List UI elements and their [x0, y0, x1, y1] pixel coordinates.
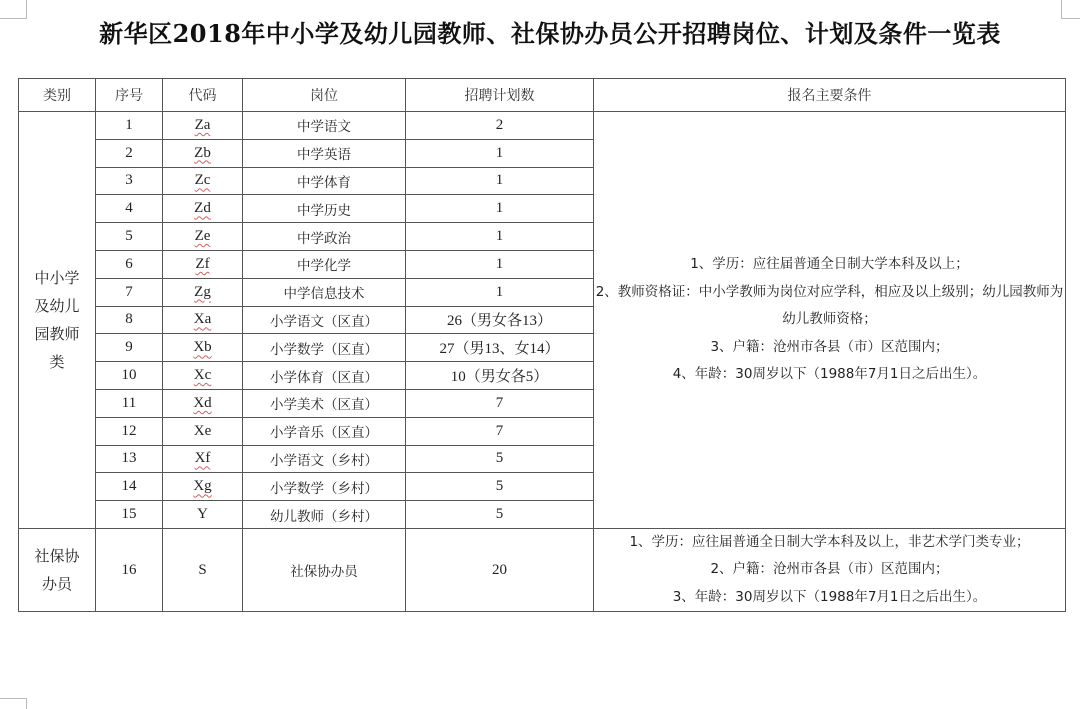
header-count: 招聘计划数	[406, 79, 594, 112]
recruitment-table	[18, 78, 1066, 612]
header-category: 类别	[19, 79, 96, 112]
count-cell: 26（男女各13）	[406, 306, 594, 334]
count-cell: 5	[406, 473, 594, 501]
table-row	[19, 528, 1066, 612]
count-cell: 7	[406, 389, 594, 417]
code-cell	[163, 445, 243, 473]
seq-cell: 7	[96, 278, 163, 306]
count-cell: 5	[406, 445, 594, 473]
code-cell	[163, 167, 243, 195]
count-cell: 20	[406, 528, 594, 612]
code-cell	[163, 250, 243, 278]
seq-cell: 1	[96, 112, 163, 140]
seq-cell: 6	[96, 250, 163, 278]
position-cell: 中学信息技术	[243, 278, 406, 306]
code-cell	[163, 501, 243, 529]
seq-cell: 8	[96, 306, 163, 334]
header-position: 岗位	[243, 79, 406, 112]
code-value: Xe	[193, 422, 212, 439]
position-cell: 中学英语	[243, 139, 406, 167]
header-row	[19, 79, 1066, 112]
code-cell	[163, 389, 243, 417]
category-line: 办员	[41, 575, 72, 594]
position-cell: 小学音乐（区直）	[243, 417, 406, 445]
code-cell	[163, 223, 243, 251]
code-value: Xc	[193, 367, 212, 384]
count-cell: 1	[406, 139, 594, 167]
code-value: Zf	[195, 255, 210, 272]
seq-cell: 3	[96, 167, 163, 195]
seq-cell: 2	[96, 139, 163, 167]
code-cell	[163, 306, 243, 334]
code-value: Xa	[193, 311, 212, 328]
count-cell: 1	[406, 278, 594, 306]
position-cell: 小学语文（区直）	[243, 306, 406, 334]
position-cell: 中学历史	[243, 195, 406, 223]
document-title: 新华区2018年中小学及幼儿园教师、社保协办员公开招聘岗位、计划及条件一览表	[99, 19, 1001, 48]
position-cell: 中学体育	[243, 167, 406, 195]
seq-cell: 11	[96, 389, 163, 417]
position-cell: 小学数学（区直）	[243, 334, 406, 362]
code-value: Ze	[194, 228, 211, 245]
seq-cell: 10	[96, 362, 163, 390]
requirement-item: 2、教师资格证：中小学教师为岗位对应学科，相应及以上级别；幼儿园教师为幼儿教师资格；	[595, 283, 1064, 328]
header-seq: 序号	[96, 79, 163, 112]
position-cell: 中学政治	[243, 223, 406, 251]
requirement-item: 1、学历：应往届普通全日制大学本科及以上，非艺术学门类专业；	[629, 533, 1030, 550]
count-cell: 1	[406, 250, 594, 278]
position-cell: 小学体育（区直）	[243, 362, 406, 390]
seq-cell: 9	[96, 334, 163, 362]
code-value: Zd	[194, 200, 211, 217]
code-cell	[163, 112, 243, 140]
code-value: Zc	[194, 172, 211, 189]
requirements-cell	[594, 528, 1066, 612]
category-line: 类	[49, 352, 65, 371]
requirement-item: 2、户籍：沧州市各县（市）区范围内；	[710, 561, 949, 578]
category-cell	[19, 112, 96, 529]
code-value: Za	[194, 116, 211, 133]
count-cell: 5	[406, 501, 594, 529]
code-cell	[163, 473, 243, 501]
position-cell: 小学数学（乡村）	[243, 473, 406, 501]
category-line: 及幼儿	[34, 296, 80, 315]
requirements-cell	[594, 112, 1066, 529]
code-cell	[163, 195, 243, 223]
position-cell: 社保协办员	[243, 528, 406, 612]
code-value: Zg	[194, 283, 211, 300]
code-cell	[163, 417, 243, 445]
requirement-item: 4、年龄：30周岁以下（1988年7月1日之后出生）。	[672, 366, 987, 383]
seq-cell: 14	[96, 473, 163, 501]
code-cell	[163, 278, 243, 306]
requirement-item: 1、学历：应往届普通全日制大学本科及以上；	[690, 256, 969, 273]
code-cell	[163, 139, 243, 167]
count-cell: 1	[406, 195, 594, 223]
seq-cell: 16	[96, 528, 163, 612]
header-requirements: 报名主要条件	[594, 79, 1066, 112]
code-cell	[163, 528, 243, 612]
code-cell	[163, 362, 243, 390]
requirement-item: 3、年龄：30周岁以下（1988年7月1日之后出生）。	[672, 588, 987, 605]
count-cell: 1	[406, 167, 594, 195]
code-value: Zb	[194, 144, 211, 161]
seq-cell: 4	[96, 195, 163, 223]
table-body	[19, 112, 1066, 612]
position-cell: 小学语文（乡村）	[243, 445, 406, 473]
seq-cell: 13	[96, 445, 163, 473]
position-cell: 中学化学	[243, 250, 406, 278]
category-line: 中小学	[34, 268, 80, 287]
position-cell: 幼儿教师（乡村）	[243, 501, 406, 529]
code-value: Xg	[193, 478, 212, 495]
requirement-item: 3、户籍：沧州市各县（市）区范围内；	[710, 338, 949, 355]
page-corner-mark-bottom-left	[0, 698, 27, 709]
category-cell	[19, 528, 96, 612]
code-value: S	[198, 561, 207, 578]
count-cell: 10（男女各5）	[406, 362, 594, 390]
count-cell: 2	[406, 112, 594, 140]
count-cell: 1	[406, 223, 594, 251]
category-line: 社保协	[34, 547, 80, 566]
seq-cell: 15	[96, 501, 163, 529]
position-cell: 中学语文	[243, 112, 406, 140]
category-line: 园教师	[34, 324, 80, 343]
code-value: Xb	[193, 339, 212, 356]
seq-cell: 5	[96, 223, 163, 251]
code-value: Xf	[194, 450, 211, 467]
position-cell: 小学美术（区直）	[243, 389, 406, 417]
code-cell	[163, 334, 243, 362]
header-code: 代码	[163, 79, 243, 112]
count-cell: 7	[406, 417, 594, 445]
count-cell: 27（男13、女14）	[406, 334, 594, 362]
code-value: Xd	[193, 394, 212, 411]
table-row	[19, 112, 1066, 140]
seq-cell: 12	[96, 417, 163, 445]
code-value: Y	[197, 506, 208, 523]
